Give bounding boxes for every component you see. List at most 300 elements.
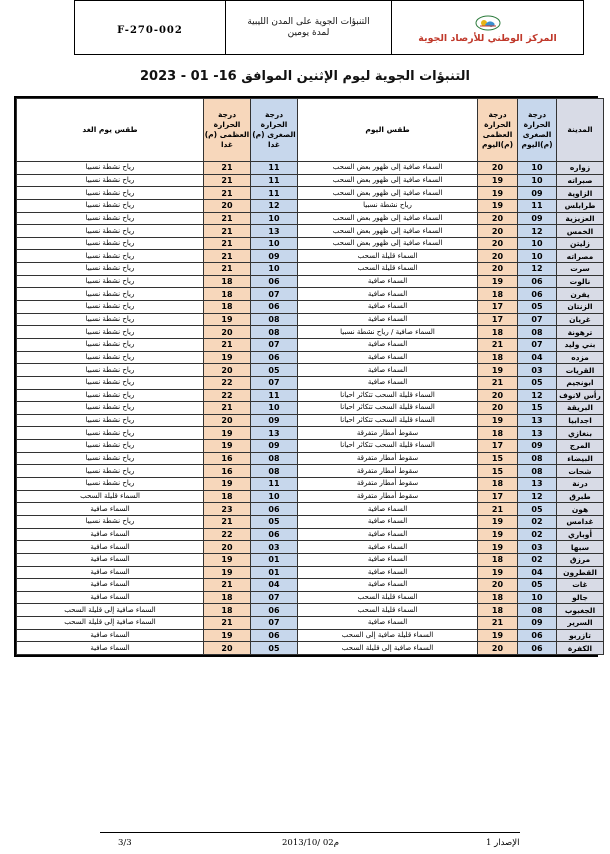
table-row (17, 275, 604, 288)
table-row (17, 402, 604, 415)
cell-weather-tomorrow: رياح نشطة نسبيا (17, 402, 204, 415)
cell-max-today: 19 (478, 528, 518, 541)
cell-min-today: 02 (518, 528, 557, 541)
cell-weather-today: سقوط أمطار متفرقة (298, 465, 478, 478)
subtitle-line-1: التنبؤات الجوية على المدن الليبية (247, 16, 370, 27)
cell-city: الزاوية (557, 187, 604, 200)
cell-min-tomorrow: 13 (251, 225, 298, 238)
cell-weather-tomorrow: رياح نشطة نسبيا (17, 427, 204, 440)
cell-weather-today: السماء صافية (298, 528, 478, 541)
cell-city: هون (557, 503, 604, 516)
cell-city: بني وليد (557, 338, 604, 351)
table-row (17, 528, 604, 541)
cell-min-today: 13 (518, 478, 557, 491)
cell-max-today: 17 (478, 313, 518, 326)
cell-min-tomorrow: 10 (251, 237, 298, 250)
cell-city: ابونجيم (557, 376, 604, 389)
cell-city: الكفرة (557, 642, 604, 655)
cell-weather-tomorrow: رياح نشطة نسبيا (17, 389, 204, 402)
cell-weather-tomorrow: رياح نشطة نسبيا (17, 313, 204, 326)
cell-max-today: 15 (478, 452, 518, 465)
table-row (17, 642, 604, 655)
cell-city: القريات (557, 364, 604, 377)
cell-max-tomorrow: 22 (204, 389, 251, 402)
cell-min-tomorrow: 07 (251, 376, 298, 389)
cell-min-today: 09 (518, 440, 557, 453)
cell-min-today: 08 (518, 604, 557, 617)
cell-min-tomorrow: 09 (251, 414, 298, 427)
cell-max-tomorrow: 21 (204, 263, 251, 276)
table-row (17, 629, 604, 642)
cell-min-today: 07 (518, 338, 557, 351)
cell-max-tomorrow: 20 (204, 414, 251, 427)
cell-max-today: 19 (478, 187, 518, 200)
cell-min-tomorrow: 11 (251, 389, 298, 402)
cell-city: سرت (557, 263, 604, 276)
cell-city: مصراته (557, 250, 604, 263)
cell-city: ترهونة (557, 326, 604, 339)
cell-weather-tomorrow: رياح نشطة نسبيا (17, 414, 204, 427)
cell-min-today: 04 (518, 566, 557, 579)
cell-max-today: 19 (478, 515, 518, 528)
cell-weather-today: سقوط أمطار متفرقة (298, 478, 478, 491)
cell-max-tomorrow: 21 (204, 162, 251, 175)
cell-max-today: 20 (478, 225, 518, 238)
forecast-table (16, 98, 604, 655)
cell-max-today: 18 (478, 604, 518, 617)
cell-weather-tomorrow: رياح نشطة نسبيا (17, 225, 204, 238)
cell-min-tomorrow: 06 (251, 528, 298, 541)
cell-city: السرير (557, 617, 604, 630)
cell-min-tomorrow: 06 (251, 503, 298, 516)
cell-min-tomorrow: 07 (251, 591, 298, 604)
cell-weather-tomorrow: السماء صافية (17, 566, 204, 579)
cell-max-today: 21 (478, 376, 518, 389)
cell-max-tomorrow: 20 (204, 364, 251, 377)
cell-weather-today: السماء صافية إلى قليلة السحب (298, 642, 478, 655)
cell-min-today: 07 (518, 313, 557, 326)
cell-weather-today: السماء صافية (298, 351, 478, 364)
table-row (17, 250, 604, 263)
cell-max-today: 20 (478, 389, 518, 402)
cell-weather-today: السماء صافية (298, 338, 478, 351)
cell-weather-tomorrow: السماء صافية (17, 503, 204, 516)
subtitle-cell (226, 1, 392, 55)
cell-min-today: 13 (518, 427, 557, 440)
cell-city: مرزق (557, 553, 604, 566)
cell-weather-tomorrow: السماء صافية (17, 642, 204, 655)
cell-min-today: 06 (518, 275, 557, 288)
cell-min-today: 12 (518, 490, 557, 503)
cell-city: الجغبوب (557, 604, 604, 617)
cell-min-today: 06 (518, 642, 557, 655)
cell-weather-today: السماء صافية (298, 541, 478, 554)
cell-max-tomorrow: 21 (204, 250, 251, 263)
cell-min-tomorrow: 07 (251, 338, 298, 351)
cell-max-today: 20 (478, 263, 518, 276)
col-max-today-header: درجة الحرارة العظمى (م)اليوم (478, 99, 518, 162)
cell-weather-today: السماء صافية (298, 617, 478, 630)
cell-min-tomorrow: 05 (251, 642, 298, 655)
cell-weather-tomorrow: رياح نشطة نسبيا (17, 199, 204, 212)
cell-min-tomorrow: 01 (251, 553, 298, 566)
table-header-row (17, 99, 604, 162)
cell-weather-tomorrow: رياح نشطة نسبيا (17, 212, 204, 225)
cell-max-tomorrow: 21 (204, 579, 251, 592)
table-row (17, 301, 604, 314)
table-row (17, 389, 604, 402)
cell-min-tomorrow: 01 (251, 566, 298, 579)
cell-max-tomorrow: 21 (204, 212, 251, 225)
cell-min-tomorrow: 11 (251, 174, 298, 187)
cell-max-today: 19 (478, 174, 518, 187)
cell-max-tomorrow: 20 (204, 199, 251, 212)
cell-min-tomorrow: 09 (251, 250, 298, 263)
cell-weather-today: السماء صافية (298, 376, 478, 389)
cell-weather-today: السماء صافية (298, 288, 478, 301)
cell-min-tomorrow: 03 (251, 541, 298, 554)
cell-city: يفرن (557, 288, 604, 301)
cell-max-today: 21 (478, 503, 518, 516)
cell-weather-tomorrow: رياح نشطة نسبيا (17, 338, 204, 351)
cell-weather-tomorrow: رياح نشطة نسبيا (17, 275, 204, 288)
cell-min-tomorrow: 12 (251, 199, 298, 212)
cell-weather-tomorrow: رياح نشطة نسبيا (17, 288, 204, 301)
cell-min-tomorrow: 11 (251, 187, 298, 200)
organization-cell (392, 1, 584, 55)
form-code: F-270-002 (117, 25, 183, 36)
cell-min-tomorrow: 11 (251, 162, 298, 175)
table-row (17, 263, 604, 276)
table-row (17, 490, 604, 503)
table-row (17, 174, 604, 187)
cell-min-tomorrow: 06 (251, 275, 298, 288)
footer-page: 3/3 (118, 838, 132, 848)
cell-max-tomorrow: 19 (204, 629, 251, 642)
cell-max-today: 20 (478, 162, 518, 175)
cell-weather-today: السماء صافية (298, 553, 478, 566)
cell-max-tomorrow: 21 (204, 225, 251, 238)
cell-weather-tomorrow: السماء صافية (17, 591, 204, 604)
cell-min-today: 12 (518, 263, 557, 276)
cell-min-tomorrow: 09 (251, 440, 298, 453)
table-row (17, 566, 604, 579)
footer-issue: الإصدار 1 (486, 838, 520, 848)
cell-min-today: 10 (518, 162, 557, 175)
table-row (17, 440, 604, 453)
cell-min-tomorrow: 10 (251, 402, 298, 415)
table-body (17, 162, 604, 655)
subtitle-line-2: لمدة يومين (287, 27, 330, 38)
table-row (17, 465, 604, 478)
cell-city: رأس لانوف (557, 389, 604, 402)
cell-min-tomorrow: 08 (251, 326, 298, 339)
table-row (17, 617, 604, 630)
cell-weather-tomorrow: السماء صافية (17, 553, 204, 566)
cell-min-today: 10 (518, 250, 557, 263)
col-weather-tomorrow-header: طقس يوم الغد (17, 99, 204, 162)
cell-max-tomorrow: 20 (204, 642, 251, 655)
cell-city: أوباري (557, 528, 604, 541)
cell-min-today: 02 (518, 515, 557, 528)
cell-weather-tomorrow: رياح نشطة نسبيا (17, 250, 204, 263)
cell-weather-tomorrow: رياح نشطة نسبيا (17, 187, 204, 200)
table-row (17, 364, 604, 377)
cell-weather-today: السماء قليلة السحب (298, 604, 478, 617)
cell-weather-today: السماء قليلة السحب تتكاثر احيانا (298, 402, 478, 415)
cell-max-tomorrow: 21 (204, 402, 251, 415)
cell-city: درنة (557, 478, 604, 491)
cell-max-tomorrow: 19 (204, 478, 251, 491)
table-row (17, 579, 604, 592)
cell-weather-tomorrow: رياح نشطة نسبيا (17, 351, 204, 364)
table-row (17, 376, 604, 389)
cell-max-tomorrow: 19 (204, 440, 251, 453)
cell-max-tomorrow: 20 (204, 326, 251, 339)
cell-city: صبراته (557, 174, 604, 187)
cell-min-today: 09 (518, 212, 557, 225)
cell-min-tomorrow: 06 (251, 604, 298, 617)
cell-max-tomorrow: 21 (204, 187, 251, 200)
cell-max-today: 18 (478, 326, 518, 339)
cell-max-tomorrow: 19 (204, 427, 251, 440)
cell-max-tomorrow: 18 (204, 591, 251, 604)
cell-max-today: 19 (478, 199, 518, 212)
cell-weather-tomorrow: السماء صافية (17, 541, 204, 554)
cell-min-tomorrow: 08 (251, 452, 298, 465)
cell-city: شحات (557, 465, 604, 478)
organization-name: المركز الوطني للأرصاد الجوية (418, 33, 557, 44)
cell-min-today: 08 (518, 452, 557, 465)
cell-city: العزيزية (557, 212, 604, 225)
table-row (17, 237, 604, 250)
cell-max-tomorrow: 18 (204, 490, 251, 503)
cell-max-tomorrow: 22 (204, 528, 251, 541)
cell-max-tomorrow: 18 (204, 301, 251, 314)
cell-min-tomorrow: 07 (251, 617, 298, 630)
table-row (17, 225, 604, 238)
cell-weather-tomorrow: رياح نشطة نسبيا (17, 364, 204, 377)
document-header (74, 0, 584, 55)
table-row (17, 591, 604, 604)
table-row (17, 326, 604, 339)
cell-max-tomorrow: 18 (204, 288, 251, 301)
ncm-logo-icon (475, 15, 501, 31)
table-row (17, 288, 604, 301)
cell-weather-tomorrow: رياح نشطة نسبيا (17, 263, 204, 276)
cell-min-today: 06 (518, 629, 557, 642)
table-row (17, 414, 604, 427)
cell-max-tomorrow: 19 (204, 313, 251, 326)
cell-weather-today: السماء صافية إلى ظهور بعض السحب (298, 225, 478, 238)
cell-min-today: 02 (518, 553, 557, 566)
cell-max-tomorrow: 22 (204, 376, 251, 389)
cell-weather-today: السماء صافية (298, 566, 478, 579)
table-row (17, 503, 604, 516)
cell-min-tomorrow: 05 (251, 515, 298, 528)
cell-min-tomorrow: 06 (251, 629, 298, 642)
cell-city: طبرق (557, 490, 604, 503)
cell-max-today: 19 (478, 364, 518, 377)
cell-max-today: 20 (478, 212, 518, 225)
cell-weather-tomorrow: السماء صافية إلى قليلة السحب (17, 617, 204, 630)
cell-min-tomorrow: 10 (251, 263, 298, 276)
table-row (17, 478, 604, 491)
cell-min-tomorrow: 04 (251, 579, 298, 592)
cell-weather-today: سقوط أمطار متفرقة (298, 490, 478, 503)
cell-max-today: 19 (478, 275, 518, 288)
cell-weather-today: السماء صافية إلى ظهور بعض السحب (298, 162, 478, 175)
cell-weather-tomorrow: رياح نشطة نسبيا (17, 465, 204, 478)
cell-weather-tomorrow: السماء قليلة السحب (17, 490, 204, 503)
cell-weather-today: السماء صافية / رياح نشطة نسبيا (298, 326, 478, 339)
cell-max-today: 17 (478, 301, 518, 314)
cell-max-today: 20 (478, 402, 518, 415)
cell-min-today: 08 (518, 326, 557, 339)
table-row (17, 162, 604, 175)
cell-weather-today: السماء صافية إلى ظهور بعض السحب (298, 212, 478, 225)
cell-min-today: 10 (518, 174, 557, 187)
cell-min-today: 13 (518, 414, 557, 427)
table-row (17, 452, 604, 465)
col-min-today-header: درجة الحرارة الصغرى (م)اليوم (518, 99, 557, 162)
cell-max-tomorrow: 21 (204, 237, 251, 250)
cell-min-tomorrow: 11 (251, 478, 298, 491)
cell-min-tomorrow: 06 (251, 351, 298, 364)
cell-max-today: 20 (478, 642, 518, 655)
cell-max-today: 18 (478, 553, 518, 566)
cell-weather-today: السماء صافية (298, 364, 478, 377)
cell-max-today: 19 (478, 566, 518, 579)
cell-weather-today: السماء صافية (298, 515, 478, 528)
cell-city: زليتن (557, 237, 604, 250)
cell-weather-today: السماء قليلة صافية إلى السحب (298, 629, 478, 642)
table-row (17, 338, 604, 351)
cell-city: نالوت (557, 275, 604, 288)
table-row (17, 212, 604, 225)
table-row (17, 604, 604, 617)
cell-max-today: 18 (478, 427, 518, 440)
col-weather-today-header: طقس اليوم (298, 99, 478, 162)
cell-min-today: 11 (518, 199, 557, 212)
cell-city: المرج (557, 440, 604, 453)
cell-weather-today: السماء صافية (298, 503, 478, 516)
cell-weather-tomorrow: السماء صافية (17, 629, 204, 642)
cell-max-tomorrow: 18 (204, 275, 251, 288)
cell-city: زواره (557, 162, 604, 175)
cell-min-today: 03 (518, 364, 557, 377)
cell-min-today: 09 (518, 187, 557, 200)
col-city-header: المدينة (557, 99, 604, 162)
cell-weather-today: السماء صافية (298, 301, 478, 314)
footer-divider (100, 832, 520, 833)
cell-weather-today: السماء صافية إلى ظهور بعض السحب (298, 174, 478, 187)
cell-max-today: 19 (478, 414, 518, 427)
cell-city: غات (557, 579, 604, 592)
cell-min-today: 10 (518, 591, 557, 604)
cell-weather-tomorrow: رياح نشطة نسبيا (17, 326, 204, 339)
cell-max-tomorrow: 21 (204, 617, 251, 630)
cell-min-today: 05 (518, 579, 557, 592)
cell-city: غدامس (557, 515, 604, 528)
cell-weather-today: السماء صافية إلى ظهور بعض السحب (298, 187, 478, 200)
cell-max-today: 19 (478, 541, 518, 554)
cell-city: سبها (557, 541, 604, 554)
cell-weather-tomorrow: رياح نشطة نسبيا (17, 376, 204, 389)
cell-min-today: 12 (518, 225, 557, 238)
cell-max-tomorrow: 16 (204, 452, 251, 465)
cell-min-tomorrow: 08 (251, 465, 298, 478)
cell-max-tomorrow: 16 (204, 465, 251, 478)
cell-weather-tomorrow: رياح نشطة نسبيا (17, 162, 204, 175)
cell-max-tomorrow: 18 (204, 604, 251, 617)
cell-weather-today: السماء قليلة السحب تتكاثر احيانا (298, 440, 478, 453)
cell-max-today: 18 (478, 351, 518, 364)
cell-city: الزنتان (557, 301, 604, 314)
cell-max-tomorrow: 20 (204, 541, 251, 554)
cell-weather-today: السماء قليلة السحب تتكاثر احيانا (298, 389, 478, 402)
form-code-cell (75, 1, 226, 55)
cell-weather-tomorrow: رياح نشطة نسبيا (17, 174, 204, 187)
cell-weather-tomorrow: رياح نشطة نسبيا (17, 452, 204, 465)
cell-min-today: 03 (518, 541, 557, 554)
table-row (17, 351, 604, 364)
cell-weather-tomorrow: السماء صافية (17, 579, 204, 592)
cell-min-today: 08 (518, 465, 557, 478)
cell-weather-today: السماء صافية (298, 313, 478, 326)
table-row (17, 313, 604, 326)
cell-max-tomorrow: 19 (204, 566, 251, 579)
cell-max-today: 21 (478, 338, 518, 351)
cell-weather-today: السماء قليلة السحب (298, 250, 478, 263)
cell-max-today: 18 (478, 478, 518, 491)
table-row (17, 541, 604, 554)
table-row (17, 427, 604, 440)
cell-max-tomorrow: 19 (204, 351, 251, 364)
cell-weather-today: رياح نشطة نسبيا (298, 199, 478, 212)
table-row (17, 187, 604, 200)
table-row (17, 199, 604, 212)
cell-max-today: 20 (478, 579, 518, 592)
cell-max-today: 19 (478, 629, 518, 642)
cell-weather-tomorrow: رياح نشطة نسبيا (17, 440, 204, 453)
cell-weather-today: سقوط أمطار متفرقة (298, 427, 478, 440)
cell-max-today: 17 (478, 440, 518, 453)
cell-city: مزده (557, 351, 604, 364)
cell-max-today: 18 (478, 591, 518, 604)
cell-weather-today: السماء قليلة السحب (298, 591, 478, 604)
cell-min-today: 09 (518, 617, 557, 630)
forecast-table-wrapper (14, 96, 601, 657)
cell-max-today: 20 (478, 237, 518, 250)
cell-max-today: 17 (478, 490, 518, 503)
cell-weather-today: السماء قليلة السحب تتكاثر احيانا (298, 414, 478, 427)
cell-city: اجدابيا (557, 414, 604, 427)
cell-weather-today: السماء صافية إلى ظهور بعض السحب (298, 237, 478, 250)
cell-city: البيضاء (557, 452, 604, 465)
cell-min-today: 05 (518, 503, 557, 516)
cell-max-today: 21 (478, 617, 518, 630)
table-row (17, 553, 604, 566)
cell-min-tomorrow: 08 (251, 313, 298, 326)
cell-min-tomorrow: 06 (251, 301, 298, 314)
cell-weather-tomorrow: رياح نشطة نسبيا (17, 301, 204, 314)
cell-min-tomorrow: 10 (251, 490, 298, 503)
cell-min-tomorrow: 10 (251, 212, 298, 225)
cell-min-tomorrow: 13 (251, 427, 298, 440)
col-min-tomorrow-header: درجة الحرارة الصغرى (م) غدا (251, 99, 298, 162)
cell-weather-tomorrow: رياح نشطة نسبيا (17, 478, 204, 491)
